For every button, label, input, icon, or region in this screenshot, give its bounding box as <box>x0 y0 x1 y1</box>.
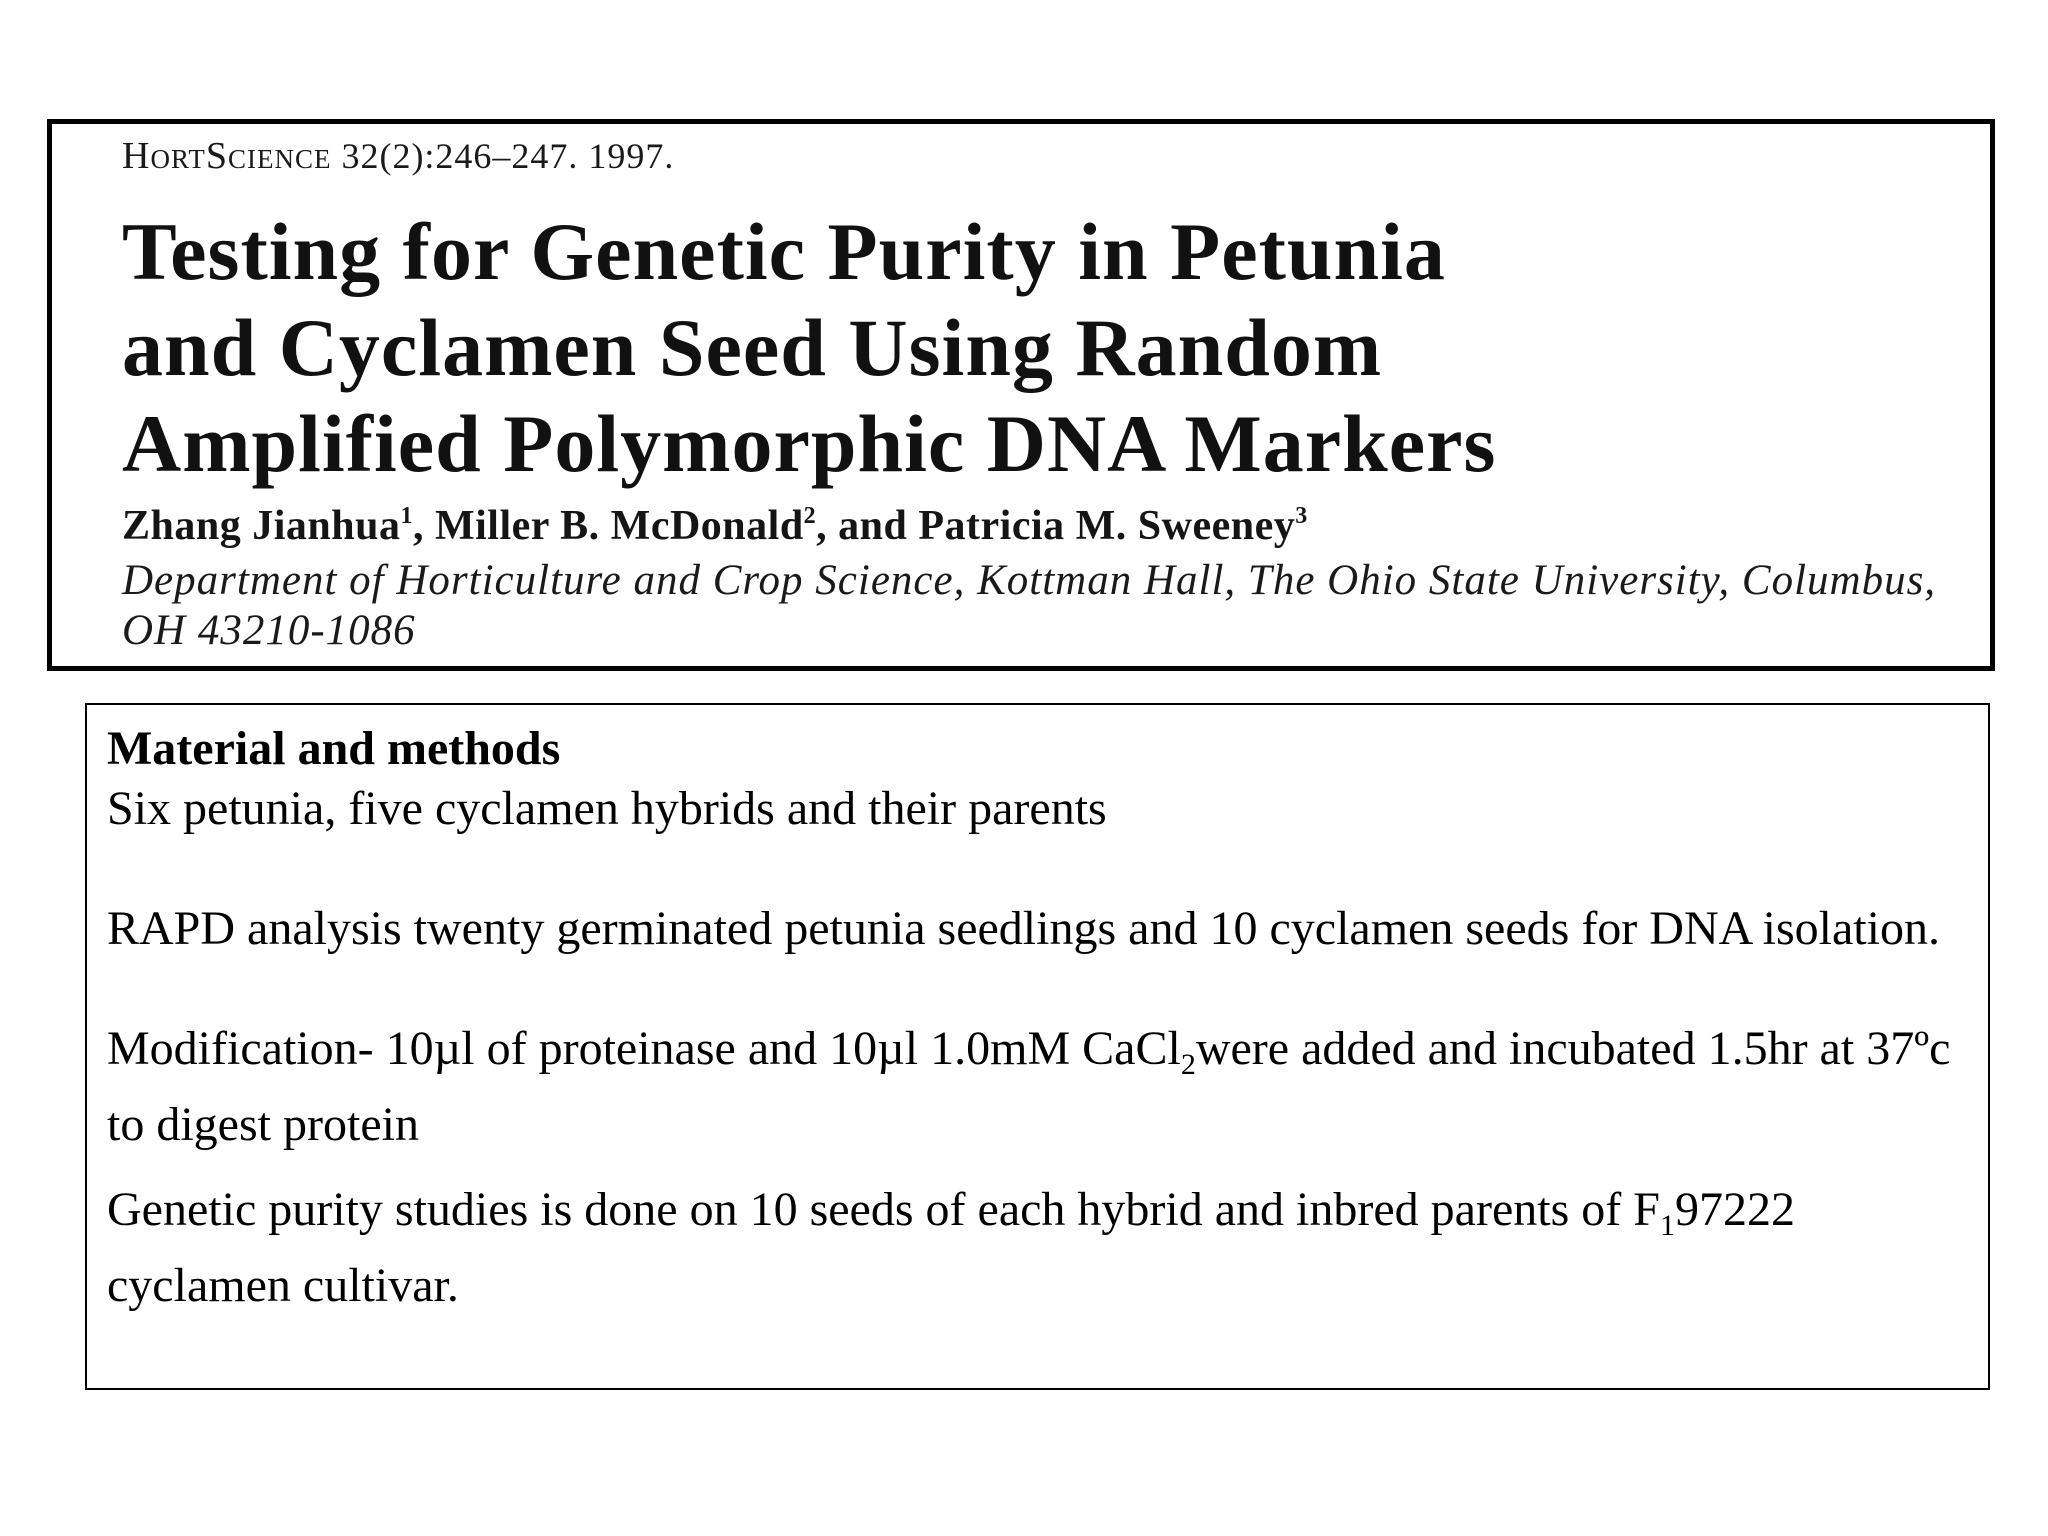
f1-subscript: 1 <box>1659 1209 1675 1242</box>
author-name: Zhang Jianhua <box>122 503 401 549</box>
journal-volume-pages-year: 32(2):246–247. 1997. <box>341 136 675 176</box>
modification-text-start: Modification- 10µl of proteinase and 10µl 1.0mM CaCl <box>107 1022 1181 1075</box>
author-affiliation-mark: 2 <box>803 503 817 529</box>
author-name: Patricia M. Sweeney <box>918 503 1296 549</box>
author-affiliation-mark: 3 <box>1295 503 1308 529</box>
author-affiliation-mark: 1 <box>400 503 413 529</box>
author-affiliation: Department of Horticulture and Crop Science, Kottman Hall, The Ohio State University, Columbus, OH 43210-1086 <box>122 557 1937 654</box>
paper-title-line: Testing for Genetic Purity in Petunia <box>122 206 1446 297</box>
author-name: Miller B. McDonald <box>434 503 804 549</box>
modification-text-end: were added and incubated 1.5hr at 37ºc to digest protein <box>107 1022 1951 1151</box>
purity-text-start: Genetic purity studies is done on 10 seeds of each hybrid and inbred parents of F <box>107 1183 1660 1236</box>
methods-box <box>85 703 1990 1390</box>
journal-name: HortScience <box>122 135 332 177</box>
journal-citation <box>122 134 674 178</box>
methods-heading: Material and methods <box>107 722 561 775</box>
modification-paragraph <box>107 1019 1968 1155</box>
paper-title <box>122 204 1952 492</box>
paper-header-box <box>47 119 1995 671</box>
materials-paragraph: Six petunia, five cyclamen hybrids and their parents <box>107 782 1107 835</box>
rapd-paragraph: RAPD analysis twenty germinated petunia seedlings and 10 cyclamen seeds for DNA isolation. <box>107 902 1940 955</box>
author-list <box>122 502 1308 550</box>
author-separator: , <box>412 503 435 549</box>
purity-paragraph <box>107 1180 1968 1316</box>
paper-title-line: and Cyclamen Seed Using Random <box>122 302 1383 393</box>
purity-text-end: 97222 cyclamen cultivar. <box>107 1183 1795 1312</box>
author-separator: , and <box>816 503 919 549</box>
cacl2-subscript: 2 <box>1180 1048 1196 1081</box>
paper-title-line: Amplified Polymorphic DNA Markers <box>122 398 1497 489</box>
